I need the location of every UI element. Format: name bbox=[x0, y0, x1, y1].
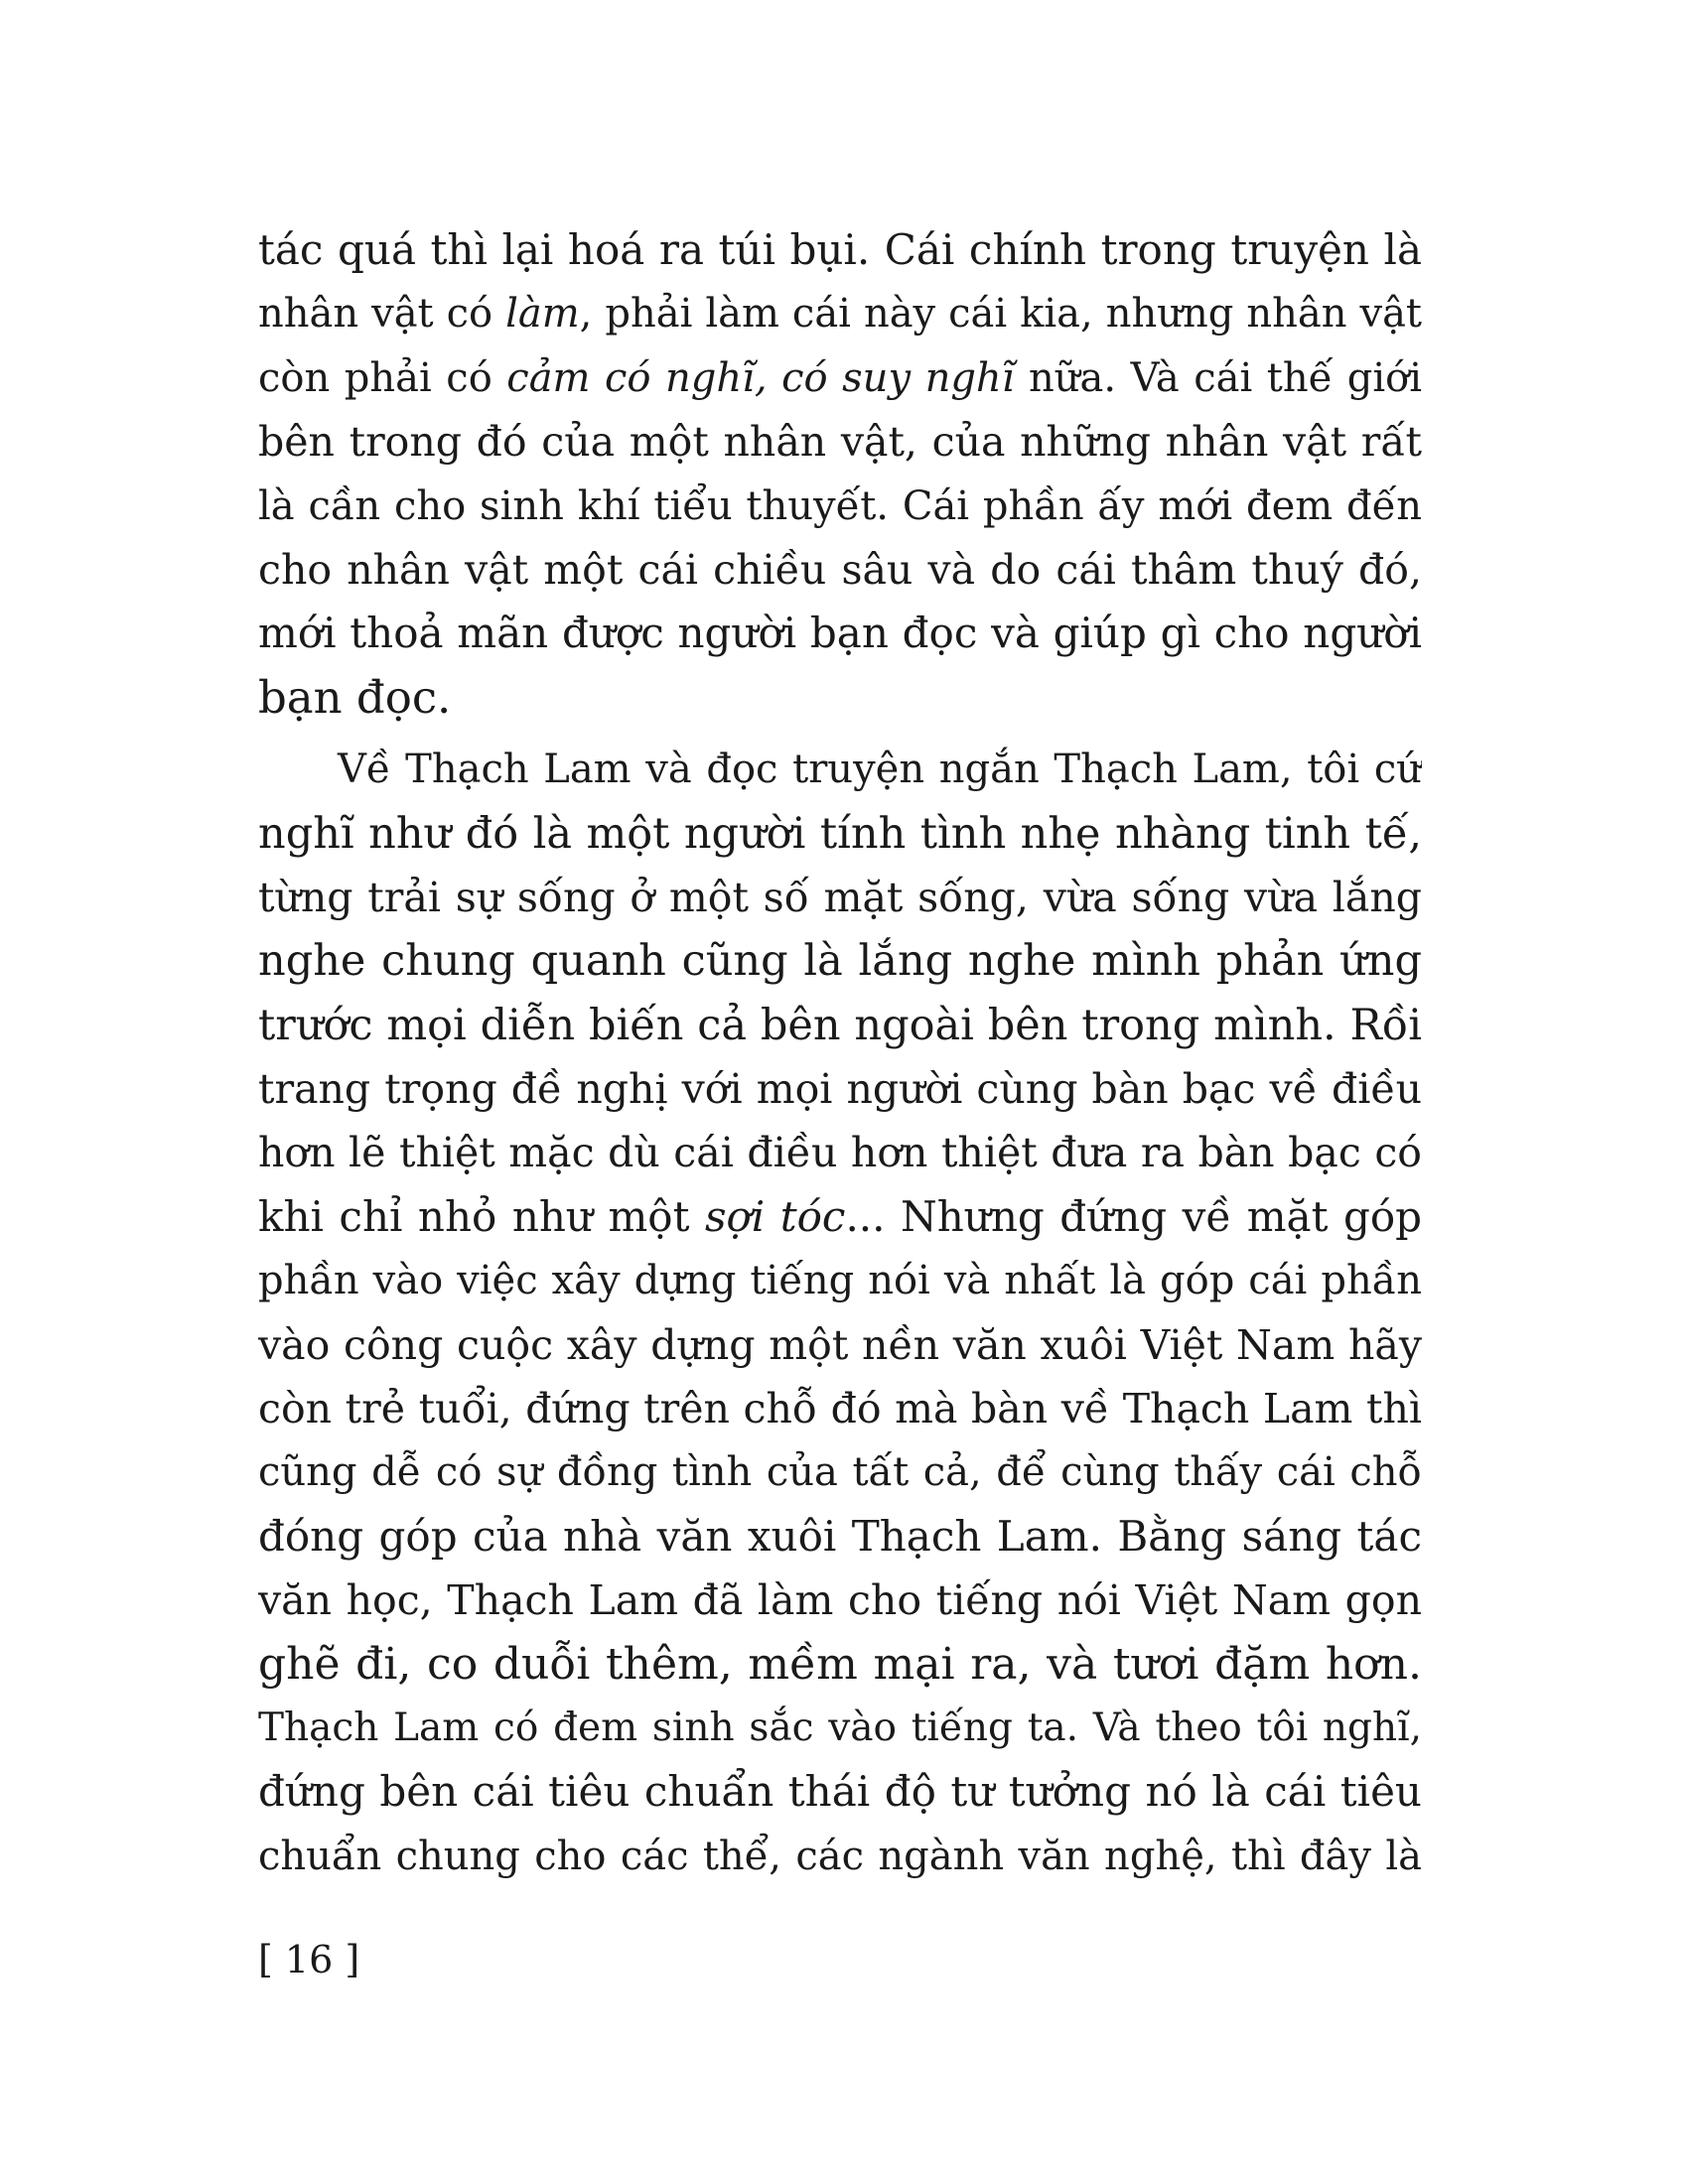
text-run: hơn lẽ thiệt mặc dù cái điều hơn thiệt đưa ra bàn bạc có bbox=[258, 1129, 1422, 1177]
text-line bbox=[258, 666, 1422, 730]
text-line bbox=[258, 929, 1422, 993]
text-run: Thạch Lam có đem sinh sắc vào tiếng ta. Và theo tôi nghĩ, bbox=[258, 1705, 1422, 1750]
text-run: đứng bên cái tiêu chuẩn thái độ tư tưởng nó là cái tiêu bbox=[258, 1767, 1422, 1817]
paragraph-1 bbox=[258, 218, 1422, 730]
text-line bbox=[258, 866, 1422, 929]
text-line bbox=[258, 1185, 1422, 1249]
text-run: từng trải sự sống ở một số mặt sống, vừa sống vừa lắng bbox=[258, 873, 1422, 921]
text-run: còn phải có bbox=[258, 354, 507, 401]
text-run: còn trẻ tuổi, đứng trên chỗ đó mà bàn về Thạch Lam thì bbox=[258, 1385, 1422, 1433]
text-run: văn học, Thạch Lam đã làm cho tiếng nói Việt Nam gọn bbox=[258, 1576, 1422, 1625]
text-run: phần vào việc xây dựng tiếng nói và nhất là góp cái phần bbox=[258, 1258, 1422, 1304]
text-run: mới thoả mãn được người bạn đọc và giúp gì cho người bbox=[258, 609, 1422, 658]
text-line bbox=[258, 346, 1422, 410]
text-line bbox=[258, 1249, 1422, 1312]
text-run: nghĩ như đó là một người tính tình nhẹ nhàng tinh tế, bbox=[258, 808, 1422, 859]
text-line bbox=[258, 282, 1422, 345]
text-run: đóng góp của nhà văn xuôi Thạch Lam. Bằng sáng tác bbox=[258, 1511, 1422, 1561]
text-run: cũng dễ có sự đồng tình của tất cả, để cùng thấy cái chỗ bbox=[258, 1449, 1422, 1496]
text-line bbox=[258, 1569, 1422, 1632]
text-line bbox=[258, 410, 1422, 474]
text-run: tác quá thì lại hoá ra túi bụi. Cái chính trong truyện là bbox=[258, 225, 1422, 274]
text-line bbox=[258, 1697, 1422, 1760]
text-line bbox=[258, 602, 1422, 665]
text-line bbox=[258, 802, 1422, 866]
emphasis-text: sợi tóc bbox=[704, 1191, 846, 1241]
text-run: bạn đọc. bbox=[258, 670, 452, 724]
text-line bbox=[258, 538, 1422, 602]
text-line bbox=[258, 1057, 1422, 1121]
text-run: ghẽ đi, co duỗi thêm, mềm mại ra, và tươi đặm hơn. bbox=[258, 1638, 1422, 1690]
text-line bbox=[258, 1633, 1422, 1697]
page-number: [ 16 ] bbox=[258, 1938, 360, 1981]
text-run: cho nhân vật một cái chiều sâu và do cái thâm thuý đó, bbox=[258, 545, 1422, 594]
text-line bbox=[258, 1505, 1422, 1569]
text-run: nhân vật có bbox=[258, 291, 506, 338]
text-run: trang trọng đề nghị với mọi người cùng bàn bạc về điều bbox=[258, 1065, 1422, 1114]
body-text bbox=[258, 218, 1422, 1888]
text-line bbox=[258, 1313, 1422, 1377]
paragraph-2 bbox=[258, 738, 1422, 1888]
text-run: bên trong đó của một nhân vật, của những nhân vật rất bbox=[258, 418, 1422, 467]
text-line bbox=[258, 218, 1422, 282]
text-run: ... Nhưng đứng về mặt góp bbox=[845, 1191, 1422, 1241]
text-run: là cần cho sinh khí tiểu thuyết. Cái phần ấy mới đem đến bbox=[258, 482, 1422, 529]
text-line bbox=[258, 475, 1422, 538]
text-run: nghe chung quanh cũng là lắng nghe mình phản ứng bbox=[258, 936, 1422, 987]
text-line bbox=[258, 994, 1422, 1057]
text-run: , phải làm cái này cái kia, nhưng nhân vật bbox=[579, 291, 1422, 338]
text-line bbox=[258, 1121, 1422, 1184]
text-line bbox=[258, 1760, 1422, 1824]
text-run: trước mọi diễn biến cả bên ngoài bên trong mình. Rồi bbox=[258, 1000, 1422, 1050]
text-run: khi chỉ nhỏ như một bbox=[258, 1191, 705, 1241]
text-run: Về Thạch Lam và đọc truyện ngắn Thạch Lam, tôi cứ bbox=[338, 747, 1422, 793]
text-line bbox=[258, 1440, 1422, 1504]
text-line bbox=[258, 738, 1422, 801]
text-run: nữa. Và cái thế giới bbox=[1014, 354, 1422, 401]
emphasis-text: cảm có nghĩ, có suy nghĩ bbox=[506, 354, 1015, 401]
text-run: chuẩn chung cho các thể, các ngành văn nghệ, thì đây là bbox=[258, 1833, 1422, 1879]
text-run: vào công cuộc xây dựng một nền văn xuôi Việt Nam hãy bbox=[258, 1320, 1422, 1369]
text-line bbox=[258, 1825, 1422, 1888]
text-line bbox=[258, 1377, 1422, 1440]
emphasis-text: làm bbox=[505, 291, 580, 338]
